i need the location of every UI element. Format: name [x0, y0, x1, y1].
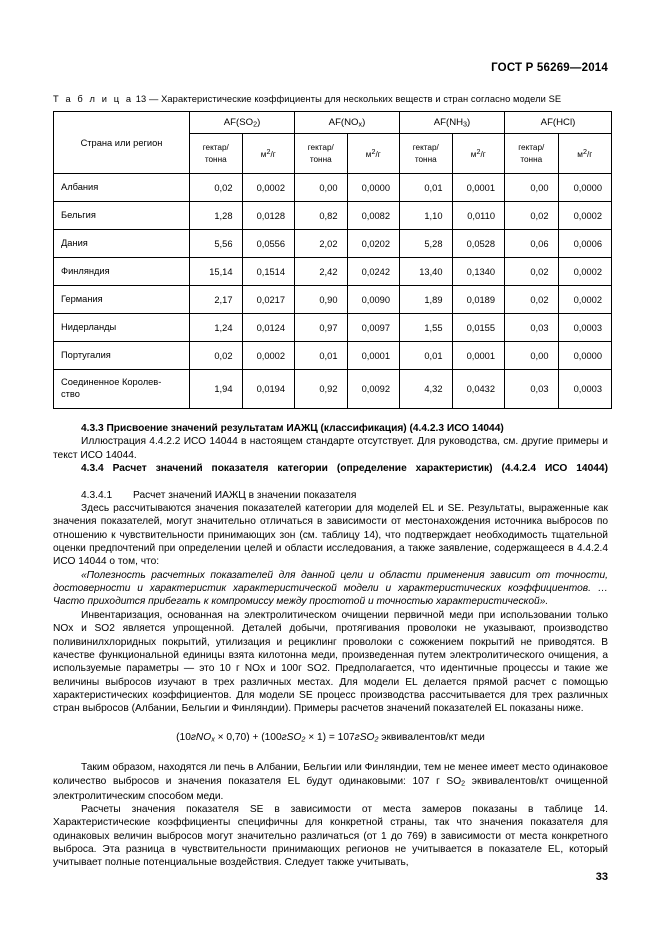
formula-species-so2: SO	[286, 731, 302, 743]
cell-value: 0,03	[505, 314, 559, 342]
heading-4-3-4: 4.3.4 Расчет значений показателя категории (определение характеристик) (4.4.2.4 ИСО 14044)	[81, 463, 608, 475]
table-caption-dash: —	[149, 94, 159, 104]
unit-sup: 2	[371, 146, 376, 156]
cell-value: 0,0000	[558, 342, 612, 370]
table-head	[54, 112, 612, 174]
header-af-so2-prefix: AF(SO	[223, 116, 254, 128]
table-row	[54, 230, 612, 258]
paragraph-inventory: Инвентаризация, основанная на электролитическом очищении первичной меди при использовании только NOx и SO2 является упрощенной. Деталей добычи, протягивания проволоки не указывают, производство поливинилхлоридных покрытий, утилизация и рециклинг проволоки с сожжением покрытий не приводятся. В качестве функциональной единицы взята килотонна меди, произведенная путем электролитического очищения, а используемые параметры — это 10 г NOx и 100г SO2. Предполагается, что идентичные процессы и такие же величины выбросов изучают в трех различных местах. Для модели EL делается прямой расчет с помощью характеристических коэффициентов. Для модели SE процесс производства рассчитывается для трех различных стран выбросов (Албании, Бельгии и Финляндии). Примеры расчетов значений показателей EL показаны ниже.	[53, 609, 608, 715]
cell-value: 1,89	[400, 286, 453, 314]
cell-value: 0,03	[505, 370, 559, 409]
unit-line1: гектар/	[202, 142, 229, 152]
header-unit-m2-per-g-nh3	[452, 134, 505, 174]
formula-species-so2-result: SO	[359, 731, 375, 743]
formula-species-so2-result-sub: 2	[374, 734, 379, 744]
unit-sup: 2	[582, 146, 587, 156]
document-body	[53, 422, 608, 870]
paragraph-4-3-3: Иллюстрация 4.4.2.2 ИСО 14044 в настоящем стандарте отсутствует. Для руководства, см. другие примеры и текст ИСО 14044.	[53, 436, 608, 461]
cell-value: 0,0002	[558, 202, 612, 230]
document-header	[53, 0, 608, 78]
cell-value: 0,92	[295, 370, 348, 409]
cell-value: 1,94	[190, 370, 243, 409]
paragraph-se-calculations: Расчеты значения показателя SE в зависимости от места замеров показаны в таблице 14. Характеристические коэффициенты специфичны для конкретной страны, так что значения показателя для одинаковых величин выбросов могут значительно различаться (от 1 до 769) в зависимости от места конкретного выброса. Эта разница в чувствительности принимающих регионов не учитывается в показателе EL, который учитывает полные потенциальные воздействия. Следует также учитывать,	[53, 803, 608, 869]
unit-sup: 2	[266, 146, 271, 156]
header-af-nh3-prefix: AF(NH	[433, 116, 464, 128]
cell-value: 0,0001	[452, 174, 505, 202]
header-af-nox-sub: x	[358, 119, 363, 129]
cell-value: 1,28	[190, 202, 243, 230]
cell-value: 0,0217	[242, 286, 295, 314]
header-unit-m2-per-g-nox	[347, 134, 400, 174]
cell-value: 0,0090	[347, 286, 400, 314]
cell-value: 2,02	[295, 230, 348, 258]
formula-mult-2: × 1) = 107	[305, 731, 355, 743]
header-af-nh3-sub: 3	[463, 119, 468, 129]
cell-value: 0,06	[505, 230, 559, 258]
unit-line1: гектар/	[518, 142, 545, 152]
cell-value: 0,0003	[558, 370, 612, 409]
cell-country: Финляндия	[54, 258, 190, 286]
table-row	[54, 202, 612, 230]
table-caption-number: 13	[135, 94, 147, 104]
cell-value: 0,0097	[347, 314, 400, 342]
cell-value: 0,0194	[242, 370, 295, 409]
unit-sup: 2	[476, 146, 481, 156]
cell-value: 0,0001	[347, 342, 400, 370]
table-row	[54, 258, 612, 286]
cell-value: 0,00	[505, 174, 559, 202]
unit-base: м	[260, 149, 267, 159]
cell-value: 0,00	[505, 342, 559, 370]
cell-value: 0,0155	[452, 314, 505, 342]
table-row	[54, 314, 612, 342]
formula-open: (10	[176, 731, 191, 743]
cell-value: 1,24	[190, 314, 243, 342]
header-af-hcl-prefix: AF(HCl	[540, 117, 573, 128]
cell-value: 0,1514	[242, 258, 295, 286]
header-unit-hectare-tonne-nox	[295, 134, 348, 174]
cell-value: 0,02	[505, 286, 559, 314]
unit-line1: гектар/	[307, 142, 334, 152]
cell-value: 0,0432	[452, 370, 505, 409]
cell-value: 0,90	[295, 286, 348, 314]
formula-species-nox-sub: x	[211, 734, 215, 744]
cell-value: 0,0202	[347, 230, 400, 258]
cell-value: 15,14	[190, 258, 243, 286]
paragraph-same-emissions	[53, 761, 608, 803]
paragraph-same-emissions-a: Таким образом, находятся ли печь в Албании, Бельгии или Финляндии, тем не менее имеет место одинаковое количество выбросов и значения показателя EL будут одинаковыми: 107 г SO	[53, 762, 608, 787]
unit-tail: /г	[586, 149, 593, 159]
header-country: Страна или регион	[54, 112, 190, 174]
cell-value: 0,01	[400, 174, 453, 202]
table-row	[54, 286, 612, 314]
paragraph-iso-quote: «Полезность расчетных показателей для данной цели и области применения зависит от точности, достоверности и характеристик характеристической модели и характеристических коэффициентов. … Часто приходится прибегать к компромиссу между простотой и точностью характеристической».	[53, 569, 608, 608]
table-caption-label: Т а б л и ц а	[53, 94, 134, 104]
page-number: 33	[595, 871, 608, 883]
table-row	[54, 342, 612, 370]
cell-country: Нидерланды	[54, 314, 190, 342]
header-af-hcl-suffix: )	[572, 117, 576, 128]
cell-value: 1,55	[400, 314, 453, 342]
cell-value: 0,02	[505, 202, 559, 230]
unit-tail: /г	[270, 149, 276, 159]
cell-value: 0,02	[190, 342, 243, 370]
cell-value: 0,97	[295, 314, 348, 342]
cell-value: 0,1340	[452, 258, 505, 286]
cell-country: Португалия	[54, 342, 190, 370]
header-af-nox-prefix: AF(NO	[328, 116, 359, 128]
cell-value: 0,00	[295, 174, 348, 202]
table-row	[54, 370, 612, 409]
table-header-row-groups	[54, 112, 612, 134]
cell-country: Албания	[54, 174, 190, 202]
table-row	[54, 174, 612, 202]
header-unit-hectare-tonne-nh3	[400, 134, 453, 174]
table-body	[54, 174, 612, 409]
cell-value: 0,0002	[558, 286, 612, 314]
header-unit-hectare-tonne-hcl	[505, 134, 559, 174]
unit-line1: гектар/	[412, 142, 439, 152]
cell-value: 2,17	[190, 286, 243, 314]
unit-tail: /г	[375, 149, 381, 159]
unit-line2: тонна	[520, 154, 543, 164]
cell-value: 0,0003	[558, 314, 612, 342]
formula-species-nox: NO	[195, 731, 212, 743]
header-af-nox-suffix: )	[362, 116, 366, 128]
header-unit-m2-per-g-hcl	[558, 134, 612, 174]
cell-value: 0,0189	[452, 286, 505, 314]
cell-value: 13,40	[400, 258, 453, 286]
cell-country: Германия	[54, 286, 190, 314]
header-af-so2	[190, 112, 295, 134]
cell-value: 4,32	[400, 370, 453, 409]
table-caption-text: Характеристические коэффициенты для нескольких веществ и стран согласно модели SE	[161, 94, 562, 104]
paragraph-indicator-values: Здесь рассчитываются значения показателей категории для моделей EL и SE. Результаты, выраженные как значения показателей, могут значительно отличаться в зависимости от местонахождения источника выбросов по отношению к чувствительности принимающих зон (см. таблицу 14), что подтверждает необходимость тщательной оценки предпочтений при определении целей и области исследования, а также заявление, содержащееся в 4.4.2.4 ИСО 14044 о том, что:	[53, 503, 608, 568]
unit-tail: /г	[480, 149, 486, 159]
unit-line2: тонна	[414, 154, 437, 164]
formula-mult-1: × 0,70) + (100	[214, 731, 282, 743]
cell-value: 0,0000	[347, 174, 400, 202]
table-caption	[53, 94, 608, 104]
cell-country: Дания	[54, 230, 190, 258]
formula-tail: эквивалентов/кт меди	[378, 731, 485, 743]
cell-value: 0,0082	[347, 202, 400, 230]
standard-reference: ГОСТ Р 56269—2014	[491, 62, 608, 74]
cell-value: 5,28	[400, 230, 453, 258]
cell-value: 0,01	[295, 342, 348, 370]
unit-line2: тонна	[204, 154, 227, 164]
header-af-nox	[295, 112, 400, 134]
clause-text: Расчет значений ИАЖЦ в значении показателя	[133, 489, 357, 501]
cell-value: 0,0128	[242, 202, 295, 230]
formula-gram-3: г	[354, 731, 360, 743]
cell-country: Бельгия	[54, 202, 190, 230]
cell-value: 1,10	[400, 202, 453, 230]
cell-value: 0,0528	[452, 230, 505, 258]
header-unit-m2-per-g-so2	[242, 134, 295, 174]
formula-species-so2-sub: 2	[301, 734, 306, 744]
header-af-nh3	[400, 112, 505, 134]
formula-gram-2: г	[281, 731, 287, 743]
cell-value: 0,01	[400, 342, 453, 370]
unit-base: м	[365, 149, 372, 159]
formula-gram-1: г	[190, 731, 196, 743]
cell-value: 0,82	[295, 202, 348, 230]
formula-el-indicator	[53, 731, 608, 746]
paragraph-same-emissions-b: эквивалентов/кт очищенной электролитическим способом меди.	[53, 775, 608, 802]
cell-value: 0,0124	[242, 314, 295, 342]
header-unit-hectare-tonne-so2	[190, 134, 243, 174]
cell-value: 0,0110	[452, 202, 505, 230]
clause-4-3-4-1	[53, 489, 608, 502]
cell-value: 0,0092	[347, 370, 400, 409]
unit-base: м	[470, 149, 477, 159]
cell-value: 0,0556	[242, 230, 295, 258]
cell-value: 0,0002	[242, 342, 295, 370]
cell-country: Соединенное Королев- ство	[54, 370, 190, 409]
unit-base: м	[577, 149, 583, 159]
cell-value: 0,0006	[558, 230, 612, 258]
header-af-so2-suffix: )	[257, 116, 261, 128]
header-af-nh3-suffix: )	[467, 116, 471, 128]
cell-value: 0,0000	[558, 174, 612, 202]
cell-value: 5,56	[190, 230, 243, 258]
heading-4-3-3: 4.3.3 Присвоение значений результатам ИАЖЦ (классификация) (4.4.2.3 ИСО 14044)	[81, 423, 504, 434]
clause-number: 4.3.4.1	[81, 489, 113, 501]
cell-value: 0,0001	[452, 342, 505, 370]
header-af-so2-sub: 2	[253, 119, 258, 129]
characterisation-coefficients-table	[53, 111, 612, 409]
unit-line2: тонна	[309, 154, 332, 164]
paragraph-same-emissions-sub: 2	[461, 778, 466, 788]
cell-value: 0,0002	[242, 174, 295, 202]
cell-value: 0,0002	[558, 258, 612, 286]
cell-value: 2,42	[295, 258, 348, 286]
cell-value: 0,02	[190, 174, 243, 202]
header-af-hcl	[505, 112, 612, 134]
cell-value: 0,0242	[347, 258, 400, 286]
cell-value: 0,02	[505, 258, 559, 286]
